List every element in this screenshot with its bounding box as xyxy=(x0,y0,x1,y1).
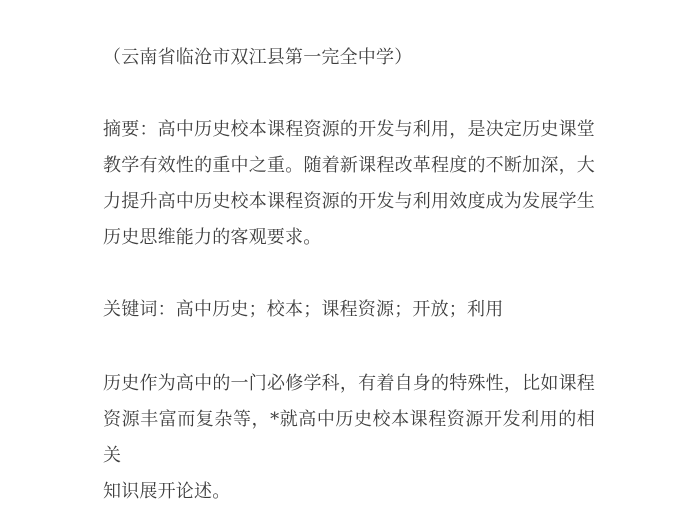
keywords-line: 关键词：高中历史；校本；课程资源；开放；利用 xyxy=(103,299,504,320)
abstract-line: 教学有效性的重中之重。随着新课程改革程度的不断加深，大 xyxy=(103,155,595,176)
abstract-line: 历史思维能力的客观要求。 xyxy=(103,227,322,248)
body-paragraph xyxy=(103,366,700,510)
abstract-line: 力提升高中历史校本课程资源的开发与利用效度成为发展学生 xyxy=(103,191,595,212)
body-line: 知识展开论述。 xyxy=(103,481,231,502)
abstract-paragraph xyxy=(103,112,700,256)
affiliation-line: （云南省临沧市双江县第一完全中学） xyxy=(103,47,413,68)
abstract-line: 摘要：高中历史校本课程资源的开发与利用，是决定历史课堂 xyxy=(103,119,595,140)
body-line: 资源丰富而复杂等，*就高中历史校本课程资源开发利用的相关 xyxy=(103,409,595,466)
body-line: 历史作为高中的一门必修学科，有着自身的特殊性，比如课程 xyxy=(103,373,595,394)
